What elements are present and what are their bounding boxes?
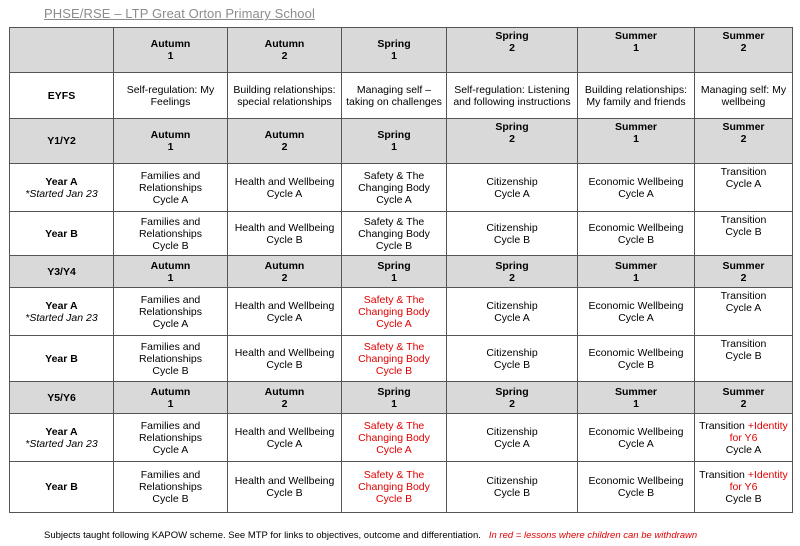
started-note: *Started Jan 23	[25, 311, 98, 324]
term-header: Spring 1	[342, 382, 447, 414]
subject-cell: Transition +Identity for Y6 Cycle A	[695, 414, 793, 462]
term-header: Spring 1	[342, 28, 447, 73]
subject-cell: Citizenship Cycle A	[447, 414, 578, 462]
term-header: Spring 1	[342, 119, 447, 164]
term-header: Autumn 1	[114, 28, 228, 73]
subject-cell: Economic Wellbeing Cycle B	[578, 462, 695, 513]
identity-note: +Identity	[747, 469, 788, 481]
subject-cell: Families and Relationships Cycle A	[114, 164, 228, 212]
section-header-row	[10, 382, 793, 414]
footer-text: Subjects taught following KAPOW scheme. See MTP for links to objectives, outcome and differentiation.	[44, 530, 481, 541]
term-header: Autumn 1	[114, 256, 228, 288]
term-header: Summer 2	[695, 119, 793, 164]
started-note: *Started Jan 23	[25, 437, 98, 450]
eyfs-cell: Self-regulation: My Feelings	[114, 73, 228, 119]
subject-cell: Families and Relationships Cycle B	[114, 336, 228, 382]
year-label: Year A	[45, 425, 78, 438]
subject-cell: Safety & The Changing Body Cycle A	[342, 164, 447, 212]
row-label: EYFS	[10, 73, 114, 119]
term-header: Autumn 2	[228, 119, 342, 164]
section-label: Y3/Y4	[10, 256, 114, 288]
subject-cell: Economic Wellbeing Cycle B	[578, 336, 695, 382]
subject-cell: Safety & The Changing Body Cycle B	[342, 336, 447, 382]
term-header: Spring 1	[342, 256, 447, 288]
year-row	[10, 288, 793, 336]
year-label: Year A	[45, 299, 78, 312]
term-header: Autumn 2	[228, 382, 342, 414]
term-header: Summer 1	[578, 256, 695, 288]
term-header: Summer 1	[578, 382, 695, 414]
row-label-cell	[10, 336, 114, 382]
eyfs-cell: Managing self – taking on challenges	[342, 73, 447, 119]
term-header: Spring 2	[447, 382, 578, 414]
eyfs-cell: Managing self: My wellbeing	[695, 73, 793, 119]
year-label: Year B	[45, 352, 78, 365]
subject-cell: Transition +Identity for Y6 Cycle B	[695, 462, 793, 513]
term-header: Summer 1	[578, 119, 695, 164]
term-header: Summer 1	[578, 28, 695, 73]
subject-cell: Families and Relationships Cycle B	[114, 462, 228, 513]
subject-cell: Families and Relationships Cycle B	[114, 212, 228, 256]
subject-cell: Safety & The Changing Body Cycle B	[342, 462, 447, 513]
row-label-cell	[10, 288, 114, 336]
subject-cell: Transition Cycle A	[695, 288, 793, 336]
subject-cell: Health and Wellbeing Cycle A	[228, 414, 342, 462]
subject-cell: Transition Cycle B	[695, 336, 793, 382]
eyfs-cell: Building relationships: special relationships	[228, 73, 342, 119]
term-header: Spring 2	[447, 256, 578, 288]
corner-cell	[10, 28, 114, 73]
term-header: Autumn 1	[114, 382, 228, 414]
eyfs-cell: Self-regulation: Listening and following instructions	[447, 73, 578, 119]
year-label: Year B	[45, 227, 78, 240]
term-header: Summer 2	[695, 382, 793, 414]
subject-cell: Citizenship Cycle A	[447, 164, 578, 212]
subject-cell: Families and Relationships Cycle A	[114, 414, 228, 462]
subject-cell: Economic Wellbeing Cycle A	[578, 414, 695, 462]
page-title: PHSE/RSE – LTP Great Orton Primary School	[44, 6, 315, 21]
subject-cell: Safety & The Changing Body Cycle B	[342, 212, 447, 256]
subject-cell: Health and Wellbeing Cycle A	[228, 164, 342, 212]
term-header: Spring 2	[447, 28, 578, 73]
year-row	[10, 336, 793, 382]
row-label-cell	[10, 212, 114, 256]
term-header: Autumn 2	[228, 256, 342, 288]
identity-note: +Identity	[747, 419, 788, 432]
row-label-cell	[10, 462, 114, 513]
section-header-row	[10, 256, 793, 288]
eyfs-cell: Building relationships: My family and friends	[578, 73, 695, 119]
section-label: Y5/Y6	[10, 382, 114, 414]
term-header: Autumn 2	[228, 28, 342, 73]
term-header: Summer 2	[695, 28, 793, 73]
year-row	[10, 212, 793, 256]
year-row	[10, 414, 793, 462]
subject-cell: Safety & The Changing Body Cycle A	[342, 288, 447, 336]
subject-cell: Citizenship Cycle B	[447, 462, 578, 513]
footer-note: In red = lessons where children can be withdrawn	[488, 530, 698, 541]
ltp-table	[9, 27, 793, 513]
started-note: *Started Jan 23	[25, 187, 98, 200]
year-label: Year A	[45, 175, 78, 188]
subject-cell: Citizenship Cycle B	[447, 212, 578, 256]
subject-cell: Health and Wellbeing Cycle B	[228, 212, 342, 256]
subject-cell: Health and Wellbeing Cycle B	[228, 336, 342, 382]
term-header: Spring 2	[447, 119, 578, 164]
term-header: Autumn 1	[114, 119, 228, 164]
subject-cell: Citizenship Cycle B	[447, 336, 578, 382]
year-row	[10, 462, 793, 513]
subject-cell: Health and Wellbeing Cycle B	[228, 462, 342, 513]
year-row	[10, 164, 793, 212]
subject-cell: Safety & The Changing Body Cycle A	[342, 414, 447, 462]
subject-cell: Transition Cycle B	[695, 212, 793, 256]
term-header-row	[10, 28, 793, 73]
footer	[44, 530, 697, 541]
subject-cell: Citizenship Cycle A	[447, 288, 578, 336]
subject-cell: Health and Wellbeing Cycle A	[228, 288, 342, 336]
subject-cell: Economic Wellbeing Cycle A	[578, 164, 695, 212]
year-label: Year B	[45, 481, 78, 493]
row-label-cell	[10, 164, 114, 212]
subject-cell: Economic Wellbeing Cycle A	[578, 288, 695, 336]
eyfs-row	[10, 73, 793, 119]
subject-cell: Families and Relationships Cycle A	[114, 288, 228, 336]
subject-cell: Economic Wellbeing Cycle B	[578, 212, 695, 256]
section-label: Y1/Y2	[10, 119, 114, 164]
subject-cell: Transition Cycle A	[695, 164, 793, 212]
row-label-cell	[10, 414, 114, 462]
section-header-row	[10, 119, 793, 164]
term-header: Summer 2	[695, 256, 793, 288]
